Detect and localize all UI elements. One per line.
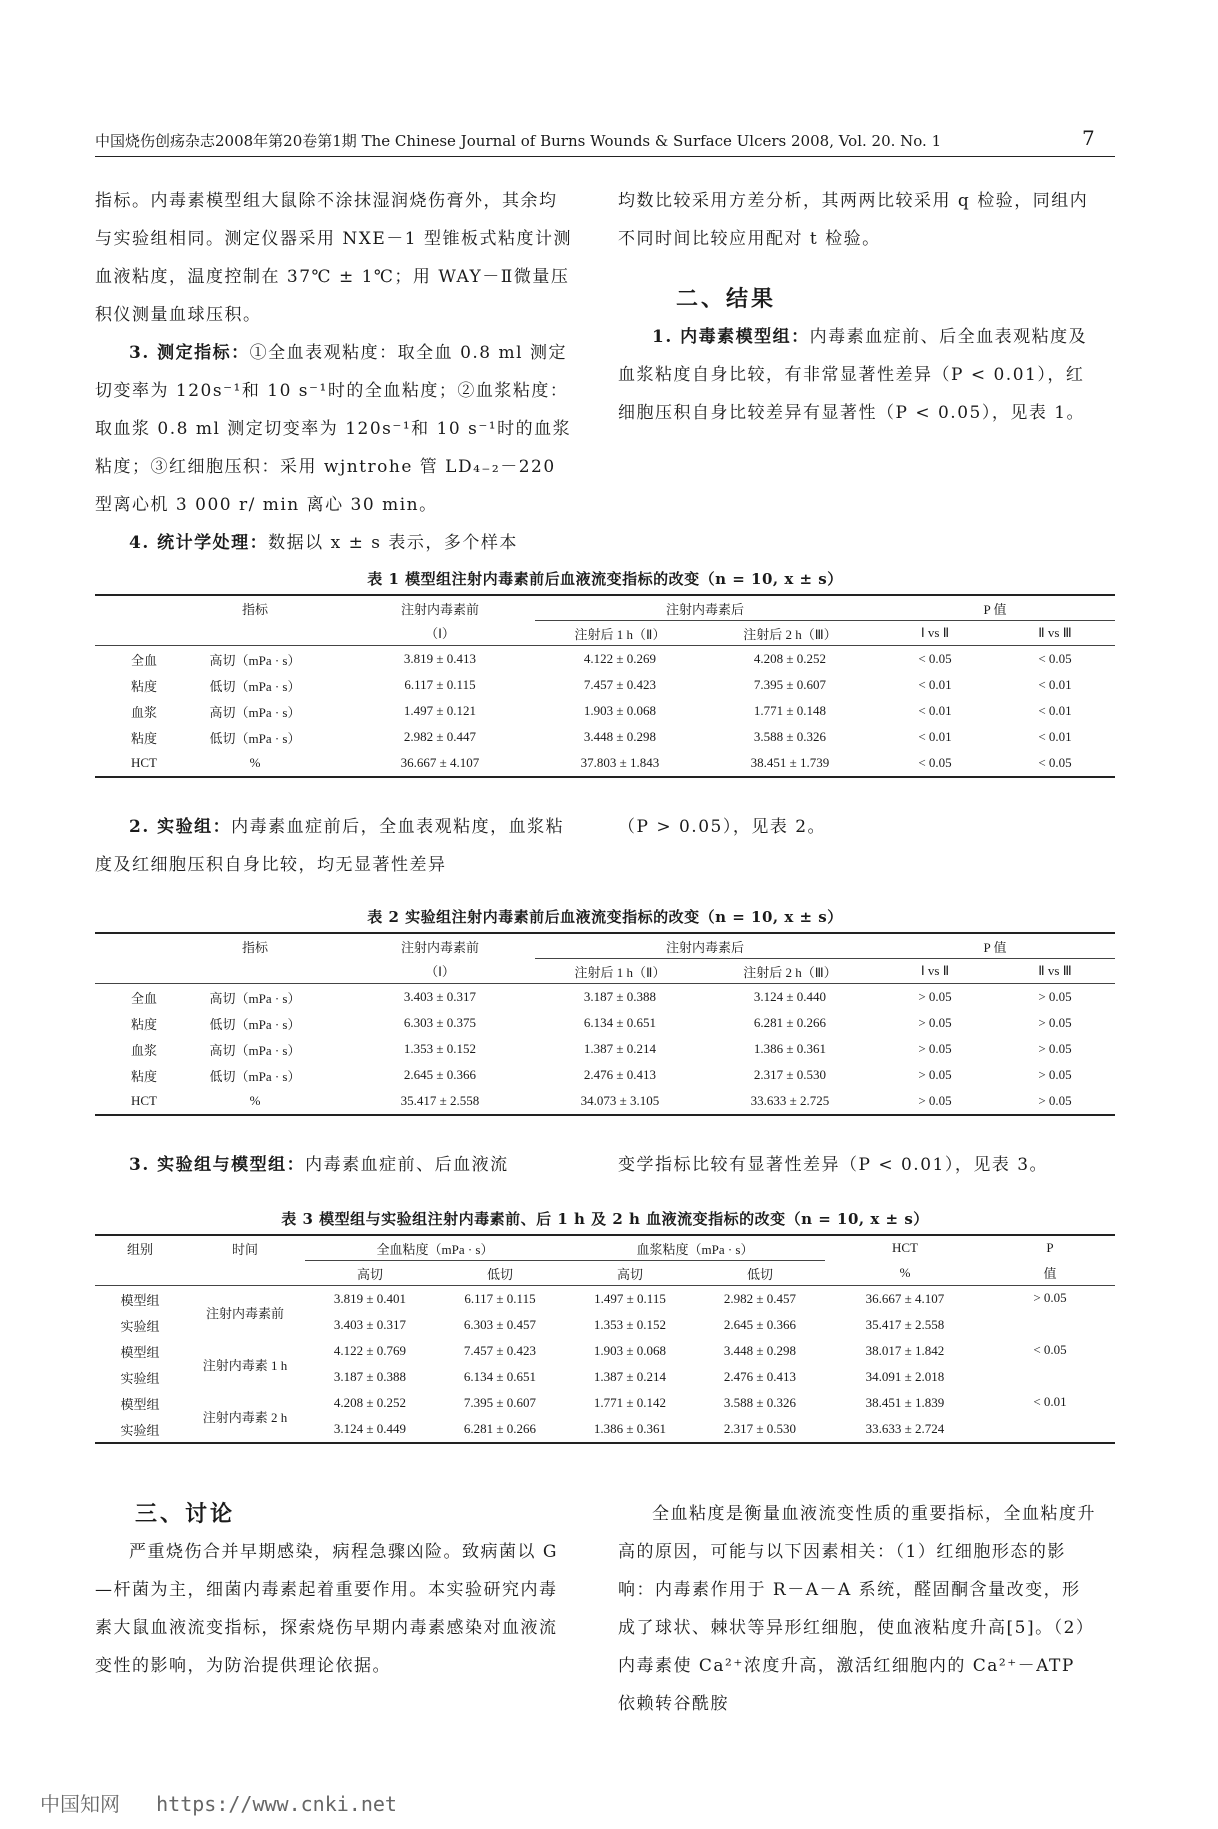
table2-h-p: P 值 — [875, 933, 1115, 959]
table3-h-hct: HCT — [892, 1240, 918, 1256]
table1-row — [95, 750, 1115, 777]
results-1-text: 内毒素血症前、后全血表观粘度及血浆粘度自身比较，有非常显著性差异（P < 0.01），红细胞压积自身比较差异有显著性（P < 0.05），见表 1。 — [618, 327, 1088, 423]
table1-cell: < 0.05 — [918, 755, 952, 770]
table2-cell: 全血 — [131, 990, 158, 1006]
table3-cell: 实验组 — [120, 1422, 160, 1438]
statistics-label: 4. 统计学处理： — [129, 533, 269, 553]
table2-cell: 3.124 ± 0.440 — [753, 989, 827, 1004]
table3-h-whole-low: 低切 — [486, 1266, 513, 1282]
results-3-right: 变学指标比较有显著性差异（P < 0.01），见表 3。 — [618, 1155, 1049, 1175]
table3-cell: 6.303 ± 0.457 — [463, 1317, 537, 1332]
table1-header-row-2 — [95, 621, 1115, 646]
table1-cell: 3.588 ± 0.326 — [753, 729, 827, 744]
table3-cell: 7.395 ± 0.607 — [463, 1395, 537, 1410]
table2-cell: 高切（mPa · s） — [209, 1042, 301, 1058]
results-paragraph-2 — [95, 808, 573, 884]
section-title-results: 二、结果 — [676, 286, 777, 312]
results-2-label: 2. 实验组： — [129, 817, 232, 837]
table2-cell: > 0.05 — [1038, 1093, 1072, 1108]
table2-row — [95, 1036, 1115, 1062]
table2-h-before-sub: （Ⅰ） — [425, 964, 455, 980]
results-paragraph-1 — [618, 318, 1096, 432]
table1-cell: 38.451 ± 1.739 — [750, 755, 830, 770]
table3-cell: 33.633 ± 2.724 — [865, 1421, 945, 1436]
table1-h-before-sub: （Ⅰ） — [425, 626, 455, 642]
table3-cell: 模型组 — [120, 1344, 160, 1360]
table1-cell: 高切（mPa · s） — [209, 704, 301, 720]
table1-h-p: P 值 — [875, 595, 1115, 621]
table3-cell: 34.091 ± 2.018 — [865, 1369, 945, 1384]
table2-cell: 粘度 — [131, 1016, 158, 1032]
table1-h-p1: Ⅰ vs Ⅱ — [920, 625, 950, 640]
table3-cell: 1.353 ± 0.152 — [593, 1317, 667, 1332]
table1-cell: < 0.05 — [1038, 651, 1072, 666]
table3-h-time: 时间 — [231, 1241, 258, 1257]
table1-cell: 6.117 ± 0.115 — [404, 677, 476, 692]
table2-cell: > 0.05 — [1038, 1041, 1072, 1056]
table2-cell: 高切（mPa · s） — [209, 990, 301, 1006]
table2-cell: 3.187 ± 0.388 — [583, 989, 657, 1004]
table1-header-row-1 — [95, 595, 1115, 621]
table2-cell: 低切（mPa · s） — [209, 1068, 301, 1084]
table3-header-row-1 — [95, 1235, 1115, 1261]
table1-row — [95, 646, 1115, 673]
table1-cell: 高切（mPa · s） — [209, 652, 301, 668]
results-1-label: 1. 内毒素模型组： — [652, 327, 810, 347]
table3-cell: 3.187 ± 0.388 — [333, 1369, 407, 1384]
table2-cell: > 0.05 — [1038, 989, 1072, 1004]
table1-cell: < 0.01 — [918, 703, 952, 718]
table1-cell: < 0.01 — [918, 677, 952, 692]
discussion-right — [618, 1495, 1096, 1723]
table3-h-group: 组别 — [126, 1241, 153, 1257]
table2-cell: 1.353 ± 0.152 — [403, 1041, 477, 1056]
table3-cell: < 0.01 — [1033, 1394, 1067, 1409]
table3-h-p: P — [1046, 1240, 1054, 1256]
table2-cell: 2.476 ± 0.413 — [583, 1067, 657, 1082]
table3 — [95, 1234, 1115, 1444]
table3-cell: 38.451 ± 1.839 — [865, 1395, 945, 1410]
table1-cell: 2.982 ± 0.447 — [403, 729, 477, 744]
table3-cell: 3.588 ± 0.326 — [723, 1395, 797, 1410]
table1-cell: 3.819 ± 0.413 — [403, 651, 477, 666]
table2-cell: 6.134 ± 0.651 — [583, 1015, 657, 1030]
table3-cell: 模型组 — [120, 1292, 160, 1308]
table1-cell: 低切（mPa · s） — [209, 730, 301, 746]
discussion-left — [95, 1495, 573, 1685]
table2-cell: HCT — [131, 1093, 157, 1108]
table1-row — [95, 724, 1115, 750]
table2-cell: > 0.05 — [918, 989, 952, 1004]
table1-cell: < 0.01 — [1038, 677, 1072, 692]
table3-cell: 注射内毒素前 — [205, 1305, 284, 1321]
table3-row — [95, 1286, 1115, 1313]
table2-h-after2: 注射后 2 h（Ⅲ） — [743, 964, 837, 980]
table3-h-whole: 全血粘度（mPa · s） — [305, 1235, 565, 1261]
table2-cell: > 0.05 — [918, 1067, 952, 1082]
table3-cell: 1.771 ± 0.142 — [593, 1395, 667, 1410]
table3-cell: 3.124 ± 0.449 — [333, 1421, 407, 1436]
table3-cell: 注射内毒素 1 h — [202, 1357, 288, 1373]
table2-h-before: 注射内毒素前 — [400, 939, 479, 955]
table3-cell: 1.903 ± 0.068 — [593, 1343, 667, 1358]
table3-cell: 6.117 ± 0.115 — [464, 1291, 536, 1306]
table2-row — [95, 1010, 1115, 1036]
table1-h-before: 注射内毒素前 — [400, 601, 479, 617]
table3-header-row-2 — [95, 1261, 1115, 1286]
table1-cell: 1.771 ± 0.148 — [753, 703, 827, 718]
table2-header-row-1 — [95, 933, 1115, 959]
footer-url[interactable]: https://www.cnki.net — [156, 1792, 397, 1816]
table1-cell: 3.448 ± 0.298 — [583, 729, 657, 744]
table2-cell: 低切（mPa · s） — [209, 1016, 301, 1032]
results-paragraph-3 — [95, 1146, 573, 1184]
table3-cell: 3.819 ± 0.401 — [333, 1291, 407, 1306]
section-title-discussion: 三、讨论 — [135, 1501, 236, 1527]
table3-row — [95, 1338, 1115, 1364]
table3-cell: 2.317 ± 0.530 — [723, 1421, 797, 1436]
table3-h-plasma: 血浆粘度（mPa · s） — [565, 1235, 825, 1261]
right-column-top — [618, 182, 1096, 432]
results-paragraph-3-cont — [618, 1146, 1096, 1184]
table2-cell: > 0.05 — [1038, 1067, 1072, 1082]
table1-cell: < 0.01 — [1038, 729, 1072, 744]
table2-row — [95, 1062, 1115, 1088]
table1-cell: < 0.05 — [1038, 755, 1072, 770]
table1-cell: 低切（mPa · s） — [209, 678, 301, 694]
results-3-text: 内毒素血症前、后血液流 — [305, 1155, 509, 1175]
table3-cell: 4.208 ± 0.252 — [333, 1395, 407, 1410]
table3-h-plasma-low: 低切 — [746, 1266, 773, 1282]
table3-caption: 表 3 模型组与实验组注射内毒素前、后 1 h 及 2 h 血液流变指标的改变（n = 10, x ± s） — [281, 1210, 929, 1228]
table2-cell: 2.645 ± 0.366 — [403, 1067, 477, 1082]
table3-cell: 2.982 ± 0.457 — [723, 1291, 797, 1306]
running-header: 中国烧伤创疡杂志2008年第20卷第1期 The Chinese Journal of Burns Wounds & Surface Ulcers 2008, Vol. 20. No. 1 — [95, 132, 942, 150]
table1-cell: 全血 — [131, 652, 158, 668]
table3-cell: 1.386 ± 0.361 — [593, 1421, 667, 1436]
table3-cell: 6.134 ± 0.651 — [463, 1369, 537, 1384]
table3-cell: 38.017 ± 1.842 — [865, 1343, 945, 1358]
table2-cell: 35.417 ± 2.558 — [400, 1093, 480, 1108]
table3-cell: 4.122 ± 0.769 — [333, 1343, 407, 1358]
table1-h-index: 指标 — [241, 601, 268, 617]
results-2-text: 内毒素血症前后，全血表观粘度，血浆粘度及红细胞压积自身比较，均无显著性差异 — [95, 817, 565, 875]
table2-cell: > 0.05 — [918, 1093, 952, 1108]
table1-caption: 表 1 模型组注射内毒素前后血液流变指标的改变（n = 10, x ± s） — [367, 570, 843, 588]
table1-cell: < 0.05 — [918, 651, 952, 666]
measurement-text: ①全血表观粘度：取全血 0.8 ml 测定切变率为 120s⁻¹和 10 s⁻¹时的全血粘度；②血浆粘度：取血浆 0.8 ml 测定切变率为 120s⁻¹和 10 s⁻¹时的血浆粘度；③红细胞压积：采用 wjntrohe 管 LD₄₋₂－220 型离心机 3 000 r/ min 离心 30 min。 — [95, 343, 572, 515]
results-paragraph-2-cont — [618, 808, 1096, 846]
table1-row — [95, 672, 1115, 698]
table3-cell: 35.417 ± 2.558 — [865, 1317, 945, 1332]
table3-cell: 1.387 ± 0.214 — [593, 1369, 667, 1384]
measurement-label: 3. 测定指标： — [129, 343, 250, 363]
table3-row — [95, 1390, 1115, 1416]
table3-h-pval: 值 — [1043, 1266, 1057, 1282]
footer-watermark — [40, 1788, 397, 1817]
table1 — [95, 594, 1115, 778]
table2-h-after: 注射内毒素后 — [535, 933, 875, 959]
table2-h-after1: 注射后 1 h（Ⅱ） — [574, 964, 666, 980]
table2 — [95, 932, 1115, 1116]
statistics-continued: 均数比较采用方差分析，其两两比较采用 q 检验，同组内不同时间比较应用配对 t 检验。 — [618, 191, 1089, 249]
table1-cell: 4.122 ± 0.269 — [583, 651, 657, 666]
table3-cell: 36.667 ± 4.107 — [865, 1291, 945, 1306]
table1-h-after1: 注射后 1 h（Ⅱ） — [574, 626, 666, 642]
table3-cell: 7.457 ± 0.423 — [463, 1343, 537, 1358]
discussion-paragraph-1: 严重烧伤合并早期感染，病程急骤凶险。致病菌以 G—杆菌为主，细菌内毒素起着重要作用。本实验研究内毒素大鼠血液流变指标，探索烧伤早期内毒素感染对血液流变性的影响，为防治提供理论依据。 — [95, 1542, 558, 1676]
table2-cell: > 0.05 — [1038, 1015, 1072, 1030]
table1-cell: 36.667 ± 4.107 — [400, 755, 480, 770]
footer-brand: 中国知网 — [40, 1792, 120, 1816]
table3-cell: 模型组 — [120, 1396, 160, 1412]
table3-cell: 3.448 ± 0.298 — [723, 1343, 797, 1358]
table2-cell: 6.303 ± 0.375 — [403, 1015, 477, 1030]
results-2-left — [95, 808, 573, 884]
table1-h-after: 注射内毒素后 — [535, 595, 875, 621]
table1-h-p2: Ⅱ vs Ⅲ — [1038, 625, 1072, 640]
table1-cell: < 0.01 — [1038, 703, 1072, 718]
table1-cell: 粘度 — [131, 678, 158, 694]
table3-cell: 1.497 ± 0.115 — [594, 1291, 666, 1306]
table3-cell: > 0.05 — [1033, 1290, 1067, 1305]
table2-cell: 6.281 ± 0.266 — [753, 1015, 827, 1030]
left-column-top — [95, 182, 573, 562]
table2-cell: 粘度 — [131, 1068, 158, 1084]
table2-row — [95, 984, 1115, 1011]
table1-cell: 1.497 ± 0.121 — [403, 703, 477, 718]
table3-cell: < 0.05 — [1033, 1342, 1067, 1357]
discussion-paragraph-2: 全血粘度是衡量血液流变性质的重要指标，全血粘度升高的原因，可能与以下因素相关：（1）红细胞形态的影响：内毒素作用于 R－A－A 系统，醛固酮含量改变，形成了球状、棘状等异形红细胞，使血液粘度升高[5]。（2）内毒素使 Ca²⁺浓度升高，激活红细胞内的 Ca²⁺－ATP 依赖转谷酰胺 — [618, 1504, 1096, 1714]
table3-cell: 3.403 ± 0.317 — [333, 1317, 407, 1332]
table2-cell: > 0.05 — [918, 1041, 952, 1056]
table1-cell: 7.457 ± 0.423 — [583, 677, 657, 692]
table2-h-p2: Ⅱ vs Ⅲ — [1038, 963, 1072, 978]
table1-cell: 血浆 — [131, 704, 158, 720]
results-3-left — [95, 1146, 573, 1184]
table2-cell: 3.403 ± 0.317 — [403, 989, 477, 1004]
statistics-paragraph — [95, 524, 573, 562]
table2-caption: 表 2 实验组注射内毒素前后血液流变指标的改变（n = 10, x ± s） — [367, 908, 843, 926]
table1-cell: 37.803 ± 1.843 — [580, 755, 660, 770]
table3-h-pct: % — [899, 1264, 911, 1280]
table2-header-row-2 — [95, 959, 1115, 984]
table3-cell: 实验组 — [120, 1318, 160, 1334]
table1-cell: % — [249, 755, 261, 770]
table2-cell: 34.073 ± 3.105 — [580, 1093, 660, 1108]
methods-paragraph: 指标。内毒素模型组大鼠除不涂抹湿润烧伤膏外，其余均与实验组相同。测定仪器采用 NXE－1 型锥板式粘度计测血液粘度，温度控制在 37℃ ± 1℃；用 WAY－Ⅱ微量压积仪测量血球压积。 — [95, 191, 573, 325]
table1-cell: < 0.01 — [918, 729, 952, 744]
table1-cell: 4.208 ± 0.252 — [753, 651, 827, 666]
table1-cell: 1.903 ± 0.068 — [583, 703, 657, 718]
table1-h-after2: 注射后 2 h（Ⅲ） — [743, 626, 837, 642]
results-2-right: （P > 0.05），见表 2。 — [618, 817, 827, 837]
table3-cell: 注射内毒素 2 h — [202, 1409, 288, 1425]
table3-h-plasma-high: 高切 — [616, 1266, 643, 1282]
page-number: 7 — [1082, 126, 1095, 150]
results-3-label: 3. 实验组与模型组： — [129, 1155, 306, 1175]
table1-cell: HCT — [131, 755, 157, 770]
table2-cell: 33.633 ± 2.725 — [750, 1093, 830, 1108]
table2-cell: 血浆 — [131, 1042, 158, 1058]
table1-cell: 粘度 — [131, 730, 158, 746]
table3-cell: 2.645 ± 0.366 — [723, 1317, 797, 1332]
table2-cell: > 0.05 — [918, 1015, 952, 1030]
header-rule — [95, 156, 1115, 157]
table2-cell: 2.317 ± 0.530 — [753, 1067, 827, 1082]
table1-row — [95, 698, 1115, 724]
table3-cell: 6.281 ± 0.266 — [463, 1421, 537, 1436]
table2-cell: % — [249, 1093, 261, 1108]
table2-row — [95, 1088, 1115, 1115]
measurement-paragraph — [95, 334, 573, 524]
table2-h-index: 指标 — [241, 939, 268, 955]
table3-h-whole-high: 高切 — [356, 1266, 383, 1282]
table2-cell: 1.387 ± 0.214 — [583, 1041, 657, 1056]
table1-cell: 7.395 ± 0.607 — [753, 677, 827, 692]
table3-cell: 实验组 — [120, 1370, 160, 1386]
table2-h-p1: Ⅰ vs Ⅱ — [920, 963, 950, 978]
table2-cell: 1.386 ± 0.361 — [753, 1041, 827, 1056]
table3-cell: 2.476 ± 0.413 — [723, 1369, 797, 1384]
statistics-text: 数据以 x ± s 表示，多个样本 — [268, 533, 518, 553]
